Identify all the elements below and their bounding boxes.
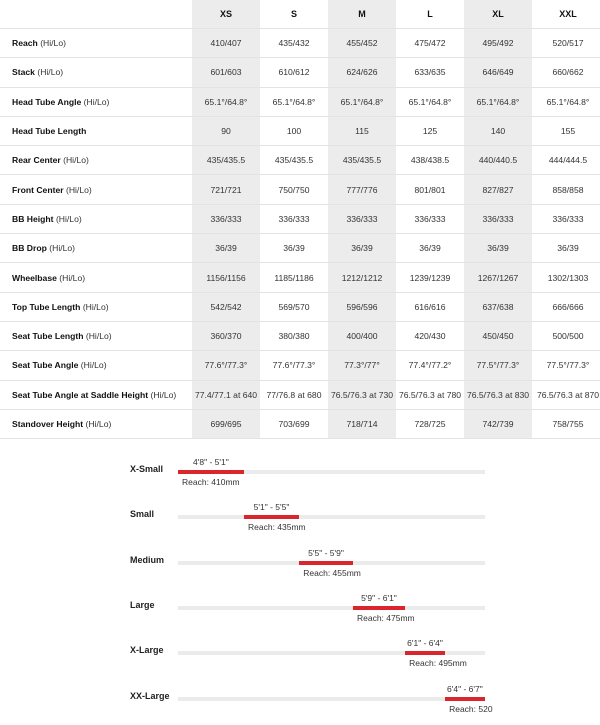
row-label-unit: (Hi/Lo) — [59, 272, 86, 283]
geometry-body — [0, 29, 600, 439]
table-cell: 336/333 — [396, 204, 464, 233]
table-cell: 777/776 — [328, 175, 396, 204]
row-label-name: Head Tube Length — [12, 126, 87, 137]
table-cell: 380/380 — [260, 321, 328, 350]
table-cell: 801/801 — [396, 175, 464, 204]
row-label-unit: (Hi/Lo) — [37, 67, 64, 78]
table-cell: 36/39 — [532, 234, 600, 263]
table-row — [0, 321, 600, 350]
size-header-row — [0, 0, 600, 29]
fit-reach-label: Reach: 455mm — [303, 567, 361, 578]
fit-size-label: X-Large — [130, 645, 164, 656]
table-cell: 420/430 — [396, 321, 464, 350]
fit-range-bar — [244, 515, 299, 519]
row-label — [0, 87, 192, 116]
table-row — [0, 409, 600, 438]
fit-reach-label: Reach: 435mm — [248, 522, 306, 533]
table-cell: 125 — [396, 116, 464, 145]
row-label-unit: (Hi/Lo) — [55, 213, 82, 224]
row-label-name: BB Drop — [12, 243, 47, 254]
fit-height-range: 5'5" - 5'9" — [308, 547, 344, 558]
table-cell: 827/827 — [464, 175, 532, 204]
row-label-name: Rear Center — [12, 155, 61, 166]
table-cell: 36/39 — [192, 234, 260, 263]
table-cell: 450/450 — [464, 321, 532, 350]
fit-size-label: X-Small — [130, 464, 164, 474]
table-cell: 76.5/76.3 at 730 — [328, 380, 396, 409]
table-row — [0, 380, 600, 409]
row-label-name: Front Center — [12, 184, 64, 195]
row-label — [0, 409, 192, 438]
table-cell: 435/435.5 — [192, 146, 260, 175]
row-label-unit: (Hi/Lo) — [85, 331, 112, 342]
row-label-name: Standover Height — [12, 419, 84, 429]
fit-range-bar — [299, 561, 353, 565]
table-cell: 616/616 — [396, 292, 464, 321]
fit-reach-label: Reach: 520 — [449, 703, 493, 714]
row-label — [0, 263, 192, 292]
table-cell: 36/39 — [328, 234, 396, 263]
table-cell: 742/739 — [464, 409, 532, 438]
row-label — [0, 204, 192, 233]
table-cell: 1156/1156 — [192, 263, 260, 292]
table-cell: 633/635 — [396, 58, 464, 87]
table-cell: 660/662 — [532, 58, 600, 87]
table-cell: 455/452 — [328, 29, 396, 58]
table-cell: 624/626 — [328, 58, 396, 87]
table-cell: 76.5/76.3 at 780 — [396, 380, 464, 409]
table-cell: 65.1°/64.8° — [192, 87, 260, 116]
table-cell: 76.5/76.3 at 830 — [464, 380, 532, 409]
fit-size-label: Medium — [130, 554, 165, 565]
fit-track — [178, 697, 485, 701]
table-cell: 77.6°/77.3° — [192, 351, 260, 380]
table-cell: 646/649 — [464, 58, 532, 87]
table-row — [0, 29, 600, 58]
table-cell: 77.6°/77.3° — [260, 351, 328, 380]
fit-range-bar — [353, 606, 405, 610]
table-cell: 758/755 — [532, 409, 600, 438]
table-cell: 699/695 — [192, 409, 260, 438]
row-label — [0, 146, 192, 175]
table-cell: 721/721 — [192, 175, 260, 204]
table-cell: 1267/1267 — [464, 263, 532, 292]
row-label-name: Stack — [12, 67, 35, 78]
fit-height-range: 6'1" - 6'4" — [407, 638, 443, 649]
table-cell: 1212/1212 — [328, 263, 396, 292]
table-cell: 520/517 — [532, 29, 600, 58]
table-cell: 100 — [260, 116, 328, 145]
fit-track — [178, 606, 485, 610]
table-cell: 435/435.5 — [328, 146, 396, 175]
table-cell: 500/500 — [532, 321, 600, 350]
fit-size-label: Large — [130, 599, 155, 610]
row-label-unit: (Hi/Lo) — [150, 389, 177, 400]
table-cell: 444/444.5 — [532, 146, 600, 175]
row-label-unit: (Hi/Lo) — [80, 360, 107, 371]
row-label-name: Seat Tube Angle at Saddle Height — [12, 389, 149, 400]
row-label — [0, 58, 192, 87]
size-header-l: L — [396, 0, 464, 29]
table-cell: 438/438.5 — [396, 146, 464, 175]
table-row — [0, 263, 600, 292]
table-cell: 77.5°/77.3° — [464, 351, 532, 380]
table-cell: 36/39 — [396, 234, 464, 263]
table-row — [0, 292, 600, 321]
table-row — [0, 146, 600, 175]
table-cell: 77.4/77.1 at 640 — [192, 380, 260, 409]
row-label — [0, 292, 192, 321]
table-cell: 336/333 — [328, 204, 396, 233]
table-cell: 542/542 — [192, 292, 260, 321]
row-label-unit: (Hi/Lo) — [82, 301, 109, 312]
table-cell: 336/333 — [192, 204, 260, 233]
table-row — [0, 58, 600, 87]
fit-track — [178, 515, 485, 519]
table-cell: 703/699 — [260, 409, 328, 438]
table-cell: 601/603 — [192, 58, 260, 87]
table-cell: 666/666 — [532, 292, 600, 321]
table-cell: 1302/1303 — [532, 263, 600, 292]
table-cell: 90 — [192, 116, 260, 145]
row-label-unit: (Hi/Lo) — [83, 96, 110, 107]
fit-height-range: 6'4" - 6'7" — [447, 683, 483, 694]
table-row — [0, 87, 600, 116]
table-cell: 435/435.5 — [260, 146, 328, 175]
table-row — [0, 204, 600, 233]
fit-range-bar — [178, 470, 244, 474]
size-header-xs: XS — [192, 0, 260, 29]
fit-reach-label: Reach: 495mm — [409, 658, 467, 669]
fit-range-bar — [445, 697, 485, 701]
table-cell: 400/400 — [328, 321, 396, 350]
table-cell: 1185/1186 — [260, 263, 328, 292]
table-cell: 1239/1239 — [396, 263, 464, 292]
table-cell: 65.1°/64.8° — [464, 87, 532, 116]
table-row — [0, 234, 600, 263]
table-cell: 858/858 — [532, 175, 600, 204]
table-cell: 435/432 — [260, 29, 328, 58]
table-cell: 410/407 — [192, 29, 260, 58]
table-cell: 65.1°/64.8° — [396, 87, 464, 116]
table-cell: 36/39 — [260, 234, 328, 263]
row-label-unit: (Hi/Lo) — [85, 419, 112, 429]
fit-reach-label: Reach: 410mm — [182, 477, 240, 487]
size-header-xl: XL — [464, 0, 532, 29]
size-header-m: M — [328, 0, 396, 29]
row-label — [0, 29, 192, 58]
table-cell: 76.5/76.3 at 870 — [532, 380, 600, 409]
fit-size-label: XX-Large — [130, 690, 170, 701]
row-label — [0, 351, 192, 380]
header-blank-cell — [0, 0, 192, 29]
table-cell: 155 — [532, 116, 600, 145]
fit-range-bar — [405, 651, 445, 655]
table-cell: 65.1°/64.8° — [328, 87, 396, 116]
row-label — [0, 116, 192, 145]
table-cell: 569/570 — [260, 292, 328, 321]
table-cell: 360/370 — [192, 321, 260, 350]
table-cell: 750/750 — [260, 175, 328, 204]
fit-height-range: 4'8" - 5'1" — [193, 457, 229, 467]
size-header-s: S — [260, 0, 328, 29]
table-cell: 637/638 — [464, 292, 532, 321]
table-row — [0, 175, 600, 204]
row-label — [0, 321, 192, 350]
table-cell: 77.3°/77° — [328, 351, 396, 380]
table-cell: 475/472 — [396, 29, 464, 58]
table-cell: 610/612 — [260, 58, 328, 87]
fit-height-range: 5'1" - 5'5" — [253, 502, 290, 513]
fit-reach-label: Reach: 475mm — [356, 612, 415, 623]
row-label-name: Top Tube Length — [12, 301, 81, 312]
row-label-name: Head Tube Angle — [12, 96, 82, 107]
table-cell: 336/333 — [464, 204, 532, 233]
table-cell: 336/333 — [260, 204, 328, 233]
table-cell: 336/333 — [532, 204, 600, 233]
fit-size-label: Small — [130, 509, 155, 520]
table-cell: 440/440.5 — [464, 146, 532, 175]
table-cell: 728/725 — [396, 409, 464, 438]
table-cell: 140 — [464, 116, 532, 145]
table-cell: 65.1°/64.8° — [260, 87, 328, 116]
table-row — [0, 116, 600, 145]
row-label-unit: (Hi/Lo) — [63, 155, 89, 166]
table-cell: 718/714 — [328, 409, 396, 438]
row-label-name: Wheelbase — [12, 272, 57, 283]
row-label — [0, 234, 192, 263]
table-cell: 77/76.8 at 680 — [260, 380, 328, 409]
size-header-xxl: XXL — [532, 0, 600, 29]
row-label-name: Seat Tube Angle — [12, 360, 79, 371]
table-cell: 36/39 — [464, 234, 532, 263]
row-label-unit: (Hi/Lo) — [40, 38, 66, 49]
row-label — [0, 380, 192, 409]
row-label — [0, 175, 192, 204]
fit-height-range: 5'9" - 6'1" — [361, 592, 397, 603]
row-label-unit: (Hi/Lo) — [49, 243, 76, 254]
table-cell: 115 — [328, 116, 396, 145]
row-label-name: BB Height — [12, 213, 54, 224]
table-row — [0, 351, 600, 380]
row-label-unit: (Hi/Lo) — [65, 184, 92, 195]
table-cell: 596/596 — [328, 292, 396, 321]
table-cell: 495/492 — [464, 29, 532, 58]
row-label-name: Reach — [12, 38, 38, 49]
table-cell: 77.5°/77.3° — [532, 351, 600, 380]
row-label-name: Seat Tube Length — [12, 331, 84, 342]
table-cell: 65.1°/64.8° — [532, 87, 600, 116]
table-cell: 77.4°/77.2° — [396, 351, 464, 380]
